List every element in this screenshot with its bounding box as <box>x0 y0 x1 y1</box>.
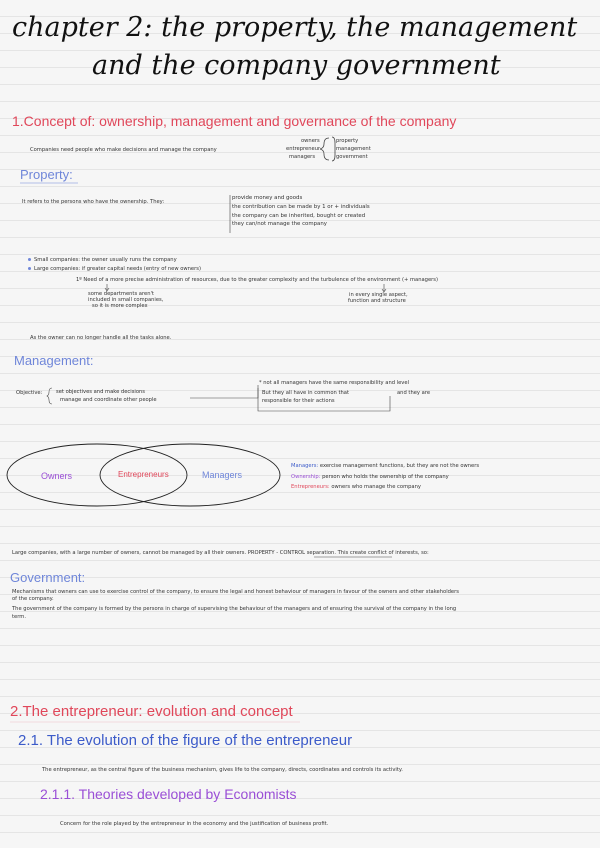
brace-icon <box>320 138 329 160</box>
section-2-heading: 2.The entrepreneur: evolution and concept <box>10 703 293 720</box>
role-entrepreneur: entrepreneur <box>286 146 321 152</box>
brace-icon <box>332 137 335 161</box>
management-note-1: * not all managers have the same responsibility and level <box>259 380 410 386</box>
objective-label: Objective: <box>16 390 43 396</box>
note-right-1: in every single aspect, <box>349 292 408 298</box>
government-heading: Government: <box>10 570 86 585</box>
property-list-item: provide money and goods <box>232 195 303 201</box>
government-p2: The government of the company is formed by the persons in charge of supervising the behaviour of the managers and of ensuring the survival of the company in the long <box>12 606 457 612</box>
management-heading: Management: <box>14 353 94 368</box>
section-2-1-1-heading: 2.1.1. Theories developed by Economists <box>40 786 297 802</box>
government-p1b: of the company. <box>12 596 54 602</box>
def-term: Ownership: <box>291 474 321 480</box>
management-note-2: But they all have in common that <box>262 390 350 396</box>
property-definition: It refers to the persons who have the ownership. They: <box>22 199 165 205</box>
brace-icon <box>47 388 52 404</box>
section-2-1-heading: 2.1. The evolution of the figure of the entrepreneur <box>18 732 353 749</box>
function-property: property <box>336 138 359 144</box>
section-2-1-text: The entrepreneur, as the central figure of the business mechanism, gives life to the company, directs, coordinates and controls its activity. <box>42 767 403 773</box>
venn-owners-ellipse <box>7 444 187 506</box>
role-owners: owners <box>301 138 320 144</box>
venn-owners: Owners <box>41 471 73 481</box>
section-1-intro: Companies need people who make decisions and manage the company <box>30 147 217 153</box>
section-1-heading: 1.Concept of: ownership, management and governance of the company <box>12 113 457 129</box>
role-managers: managers <box>289 154 316 160</box>
function-management: management <box>336 146 371 152</box>
def-term: Managers: <box>291 463 319 469</box>
function-government: government <box>336 154 368 160</box>
objective-1: set objectives and make decisions <box>56 389 146 395</box>
venn-managers: Managers <box>202 470 243 480</box>
management-note-3: and they are <box>397 390 431 396</box>
property-heading: Property: <box>20 167 73 182</box>
note-left-1: some departments aren't <box>88 291 154 297</box>
government-p2b: term. <box>12 614 26 620</box>
property-list-item: the company can be inherited, bought or created <box>232 212 366 219</box>
bracket-line <box>190 388 258 398</box>
objective-2: manage and coordinate other people <box>60 397 157 403</box>
property-conclusion: As the owner can no longer handle all the tasks alone. <box>30 335 172 341</box>
venn-entrepreneurs: Entrepreneurs <box>118 470 169 479</box>
note-left-3: so it is more complex <box>92 303 148 309</box>
government-p1: Mechanisms that owners can use to exercise control of the company, to ensure the legal and honest behaviour of managers in favour of the owners and other stakeholders <box>12 589 459 595</box>
section-2-1-1-text: Concern for the role played by the entrepreneur in the economy and the justification of business profit. <box>60 821 329 827</box>
venn-managers-ellipse <box>100 444 280 506</box>
page-title-line2: and the company government <box>92 50 501 81</box>
note-left-2: included in small companies, <box>88 297 164 303</box>
large-companies-text: Large companies: if greater capital needs (entry of new owners) <box>34 266 201 272</box>
property-list-item: they can/not manage the company <box>232 221 327 228</box>
need-line: 1º Need of a more precise administration of resources, due to the greater complexity and the turbulence of the environment (+ managers) <box>76 277 439 283</box>
page-title: chapter 2: the property, the management <box>12 12 578 43</box>
def-text: exercise management functions, but they are not the owners <box>319 463 480 469</box>
note-right-2: function and structure <box>348 298 406 304</box>
def-term: Entrepreneurs: <box>291 484 330 490</box>
def-text: owners who manage the company <box>331 484 421 490</box>
small-companies-text: Small companies: the owner usually runs the company <box>34 257 177 263</box>
bracket-line <box>258 385 390 411</box>
large-companies-note: Large companies, with a large number of owners, cannot be managed by all their owners. PROPERTY - CONTROL separation. This create conflict of interests, so: <box>12 550 429 556</box>
management-note-4: responsible for their actions <box>262 398 335 404</box>
property-list-item: the contribution can be made by 1 or + individuals <box>232 203 370 210</box>
def-text: person who holds the ownership of the company <box>322 474 449 480</box>
